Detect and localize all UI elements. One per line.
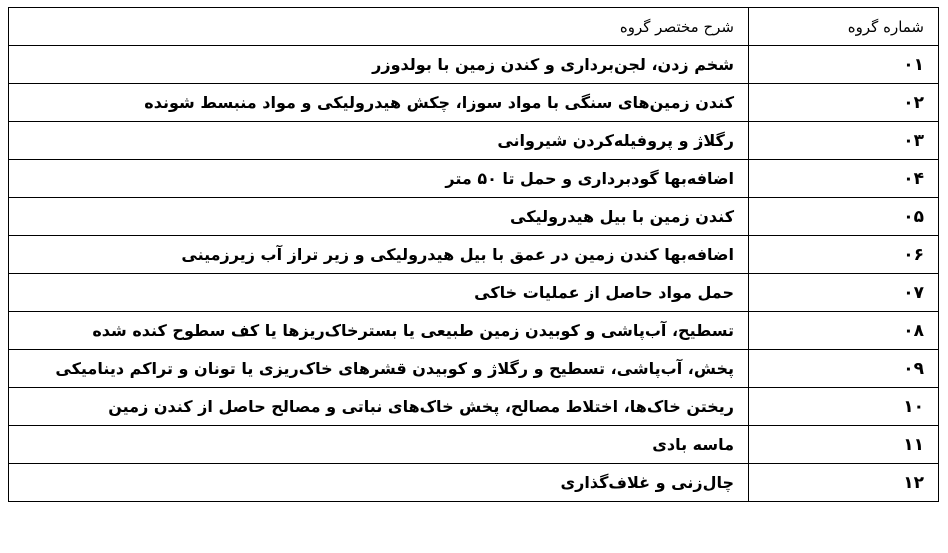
group-number-cell: ۰۶ <box>749 236 939 274</box>
table-row <box>9 312 939 350</box>
header-group-number: شماره گروه <box>749 8 939 46</box>
group-number-cell: ۱۰ <box>749 388 939 426</box>
group-description-cell: ماسه بادی <box>9 426 749 464</box>
table-row <box>9 426 939 464</box>
group-number-cell: ۰۴ <box>749 160 939 198</box>
work-groups-table <box>8 7 939 502</box>
group-description-cell: حمل مواد حاصل از عملیات خاکی <box>9 274 749 312</box>
group-number-cell: ۰۷ <box>749 274 939 312</box>
group-table-container <box>8 7 938 502</box>
table-row <box>9 46 939 84</box>
group-number-cell: ۱۲ <box>749 464 939 502</box>
group-number-cell: ۰۳ <box>749 122 939 160</box>
table-row <box>9 464 939 502</box>
group-number-cell: ۰۵ <box>749 198 939 236</box>
group-description-cell: اضافه‌بها کندن زمین در عمق با بیل هیدرولیکی و زیر تراز آب زیرزمینی <box>9 236 749 274</box>
group-number-cell: ۱۱ <box>749 426 939 464</box>
table-row <box>9 388 939 426</box>
table-row <box>9 160 939 198</box>
group-number-cell: ۰۲ <box>749 84 939 122</box>
group-number-cell: ۰۸ <box>749 312 939 350</box>
group-description-cell: تسطیح، آب‌پاشی و کوبیدن زمین طبیعی یا بسترخاک‌ریزها یا کف سطوح کنده شده <box>9 312 749 350</box>
table-row <box>9 274 939 312</box>
table-row <box>9 236 939 274</box>
table-row <box>9 122 939 160</box>
table-row <box>9 198 939 236</box>
group-number-cell: ۰۱ <box>749 46 939 84</box>
group-description-cell: کندن زمین‌های سنگی با مواد سوزا، چکش هیدرولیکی و مواد منبسط شونده <box>9 84 749 122</box>
group-description-cell: کندن زمین با بیل هیدرولیکی <box>9 198 749 236</box>
group-description-cell: رگلاژ و پروفیله‌کردن شیروانی <box>9 122 749 160</box>
group-number-cell: ۰۹ <box>749 350 939 388</box>
table-row <box>9 84 939 122</box>
header-description: شرح مختصر گروه <box>9 8 749 46</box>
table-header-row <box>9 8 939 46</box>
group-description-cell: چال‌زنی و غلاف‌گذاری <box>9 464 749 502</box>
table-row <box>9 350 939 388</box>
group-description-cell: شخم زدن، لجن‌برداری و کندن زمین با بولدوزر <box>9 46 749 84</box>
group-description-cell: اضافه‌بها گودبرداری و حمل تا ۵۰ متر <box>9 160 749 198</box>
group-description-cell: ریختن خاک‌ها، اختلاط مصالح، پخش خاک‌های نباتی و مصالح حاصل از کندن زمین <box>9 388 749 426</box>
group-description-cell: پخش، آب‌پاشی، تسطیح و رگلاژ و کوبیدن قشرهای خاک‌ریزی یا تونان و تراکم دینامیکی <box>9 350 749 388</box>
